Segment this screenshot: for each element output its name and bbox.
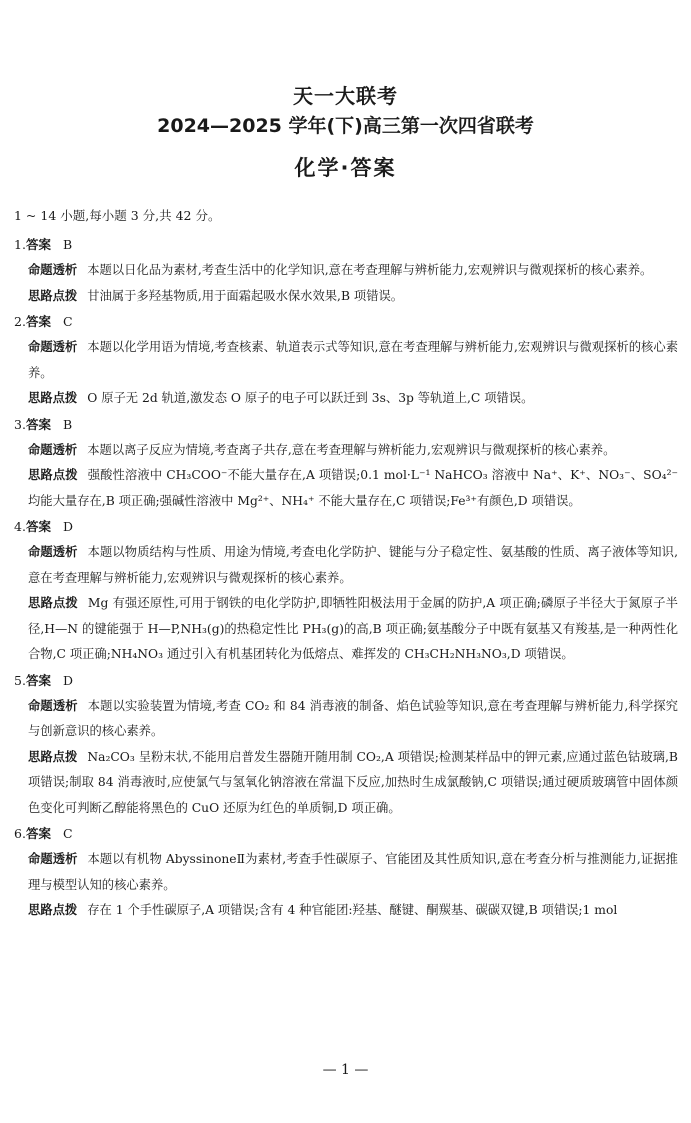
hint-label: 思路点拨 bbox=[28, 596, 78, 610]
hint-paragraph bbox=[28, 386, 678, 412]
question-number: 3. bbox=[14, 416, 26, 432]
answer-value: B bbox=[62, 237, 73, 252]
analysis-paragraph bbox=[28, 847, 678, 898]
hint-paragraph bbox=[28, 898, 678, 924]
hint-text: 甘油属于多羟基物质,用于面霜起吸水保水效果,B 项错误。 bbox=[87, 288, 404, 303]
hint-label: 思路点拨 bbox=[28, 391, 78, 405]
hint-text: 强酸性溶液中 CH₃COO⁻不能大量存在,A 项错误;0.1 mol·L⁻¹ NaHCO₃ 溶液中 Na⁺、K⁺、NO₃⁻、SO₄²⁻ 均能大量存在,B 项正确;强碱性溶液中 Mg²⁺、NH₄⁺ 不能大量存在,C 项错误;Fe³⁺有颜色,D 项错误。 bbox=[28, 468, 678, 508]
question-number: 4. bbox=[14, 519, 26, 534]
question-number: 5. bbox=[14, 672, 26, 688]
hint-text: 存在 1 个手性碳原子,A 项错误;含有 4 种官能团:羟基、醚键、酮羰基、碳碳双键,B 项错误;1 mol bbox=[87, 903, 618, 917]
question-number: 1. bbox=[14, 237, 26, 252]
questions-list bbox=[14, 232, 678, 924]
answer-label: 答案 bbox=[25, 237, 51, 252]
analysis-paragraph bbox=[28, 540, 678, 591]
analysis-label: 命题透析 bbox=[28, 545, 78, 559]
hint-paragraph bbox=[28, 591, 678, 668]
hint-text: O 原子无 2d 轨道,激发态 O 原子的电子可以跃迁到 3s、3p 等轨道上,C 项错误。 bbox=[87, 391, 534, 405]
question-header bbox=[14, 412, 678, 438]
analysis-text: 本题以实验装置为情境,考查 CO₂ 和 84 消毒液的制备、焰色试验等知识,意在考查理解与辨析能力,科学探究与创新意识的核心素养。 bbox=[28, 698, 678, 738]
question-number: 6. bbox=[14, 826, 26, 841]
question-header bbox=[14, 821, 678, 847]
analysis-text: 本题以化学用语为情境,考查核素、轨道表示式等知识,意在考查理解与辨析能力,宏观辨识与微观探析的核心素养。 bbox=[28, 340, 678, 380]
analysis-paragraph bbox=[28, 438, 678, 464]
analysis-text: 本题以日化品为素材,考查生活中的化学知识,意在考查理解与辨析能力,宏观辨识与微观探析的核心素养。 bbox=[87, 263, 653, 277]
question-header bbox=[14, 514, 678, 540]
scoring-intro: 1 ~ 14 小题,每小题 3 分,共 42 分。 bbox=[14, 208, 221, 223]
subject-title: 化学·答案 bbox=[294, 156, 397, 180]
analysis-paragraph bbox=[28, 694, 678, 745]
answer-label: 答案 bbox=[25, 314, 51, 329]
hint-paragraph bbox=[28, 463, 678, 514]
question-number: 2. bbox=[14, 314, 26, 329]
hint-label: 思路点拨 bbox=[28, 288, 78, 303]
question-6 bbox=[14, 821, 678, 924]
analysis-paragraph bbox=[28, 335, 678, 386]
page-number: — 1 — bbox=[322, 1062, 369, 1078]
analysis-paragraph bbox=[28, 258, 678, 284]
analysis-text: 本题以有机物 AbyssinoneⅡ为素材,考查手性碳原子、官能团及其性质知识,意在考查分析与推测能力,证据推理与模型认知的核心素养。 bbox=[28, 852, 678, 892]
analysis-label: 命题透析 bbox=[28, 852, 78, 866]
hint-text: Na₂CO₃ 呈粉末状,不能用启普发生器随开随用制 CO₂,A 项错误;检测某样品中的钾元素,应通过蓝色钴玻璃,B 项错误;制取 84 消毒液时,应使氯气与氢氧化钠溶液在常温下反应,加热时生成氯酸钠,C 项错误;通过硬质玻璃管中固体颜色变化可判断乙醇能将黑色的 CuO 还原为红色的单质铜,D 项正确。 bbox=[28, 749, 678, 815]
analysis-text: 本题以离子反应为情境,考查离子共存,意在考查理解与辨析能力,宏观辨识与微观探析的核心素养。 bbox=[87, 442, 616, 457]
question-header bbox=[14, 309, 678, 335]
question-4 bbox=[14, 514, 678, 668]
answer-value: C bbox=[62, 314, 73, 329]
question-header bbox=[14, 232, 678, 258]
question-1 bbox=[14, 232, 678, 309]
answer-value: C bbox=[62, 826, 73, 841]
hint-label: 思路点拨 bbox=[28, 903, 78, 917]
answer-label: 答案 bbox=[25, 672, 51, 688]
analysis-text: 本题以物质结构与性质、用途为情境,考查电化学防护、键能与分子稳定性、氨基酸的性质、离子液体等知识,意在考查理解与辨析能力,宏观辨识与微观探析的核心素养。 bbox=[28, 545, 678, 585]
hint-paragraph bbox=[28, 284, 678, 310]
question-5 bbox=[14, 668, 678, 822]
answer-label: 答案 bbox=[25, 519, 51, 534]
analysis-label: 命题透析 bbox=[28, 340, 78, 354]
answer-label: 答案 bbox=[25, 826, 51, 841]
question-3 bbox=[14, 412, 678, 515]
analysis-label: 命题透析 bbox=[28, 698, 78, 713]
org-title: 天一大联考 bbox=[293, 84, 398, 108]
question-2 bbox=[14, 309, 678, 412]
answer-label: 答案 bbox=[25, 416, 51, 432]
hint-label: 思路点拨 bbox=[28, 468, 78, 482]
hint-text: Mg 有强还原性,可用于钢铁的电化学防护,即牺牲阳极法用于金属的防护,A 项正确;磷原子半径大于氮原子半径,H—N 的键能强于 H—P,NH₃(g)的热稳定性比 PH₃(g)的高,B 项正确;氨基酸分子中既有氨基又有羧基,是一种两性化合物,C 项正确;NH₄NO₃ 通过引入有机基团转化为低熔点、难挥发的 CH₃CH₂NH₃NO₃,D 项错误。 bbox=[28, 596, 678, 661]
answer-value: B bbox=[62, 416, 73, 432]
exam-title: 2024—2025 学年(下)高三第一次四省联考 bbox=[157, 115, 534, 137]
answer-value: D bbox=[62, 519, 73, 534]
hint-paragraph bbox=[28, 745, 678, 822]
analysis-label: 命题透析 bbox=[28, 263, 78, 277]
answer-value: D bbox=[62, 672, 73, 688]
hint-label: 思路点拨 bbox=[28, 749, 78, 764]
question-header bbox=[14, 668, 678, 694]
analysis-label: 命题透析 bbox=[28, 442, 78, 457]
